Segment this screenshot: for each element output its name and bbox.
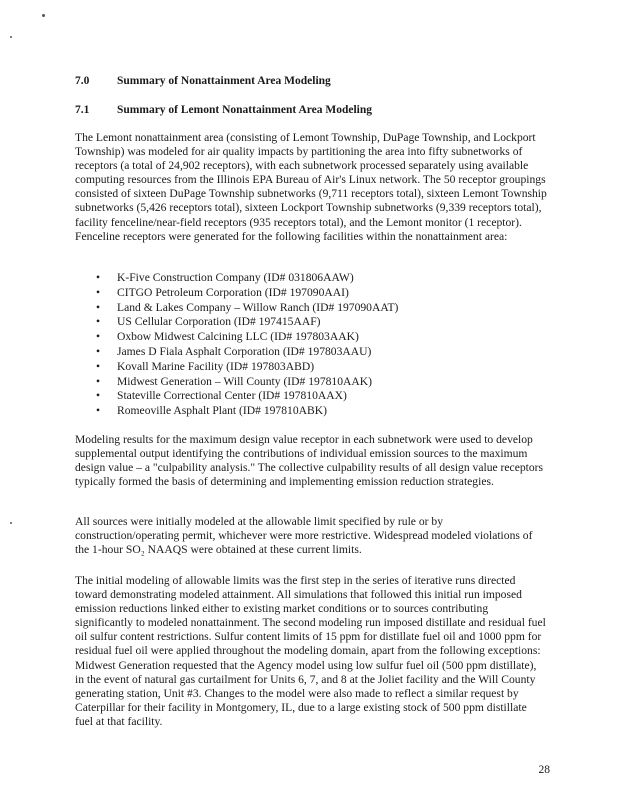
subsection-heading (75, 104, 372, 116)
list-item: • Stateville Correctional Center (ID# 197810AAX) (96, 389, 536, 404)
list-item: • Kovall Marine Facility (ID# 197803ABD) (96, 360, 536, 375)
subsection-title: Summary of Lemont Nonattainment Area Modeling (117, 104, 373, 116)
list-item: • K-Five Construction Company (ID# 031806AAW) (96, 271, 536, 286)
scan-speck (10, 36, 12, 38)
list-item: • James D Fiala Asphalt Corporation (ID# 197803AAU) (96, 345, 536, 360)
list-item: • CITGO Petroleum Corporation (ID# 197090AAI) (96, 286, 536, 301)
page-number: 28 (538, 764, 550, 776)
facility-list (96, 271, 536, 419)
paragraph-iterative-runs: The initial modeling of allowable limits was the first step in the series of iterative runs directed toward demonstrating modeled attainment. All simulations that followed this initial run imposed emission reductions linked either to existing market conditions or to sources contributing significantly to modeled nonattainment. The second modeling run imposed distillate and residual fuel oil sulfur content restrictions. Sulfur content limits of 15 ppm for distillate fuel oil and 1000 ppm for residual fuel oil were applied throughout the modeling domain, apart from the following exceptions: Midwest Generation requested that the Agency model using low sulfur fuel oil (500 ppm distillate), in the event of natural gas curtailment for Units 6, 7, and 8 at the Joliet facility and the Will County generating station, Unit #3. Changes to the model were also made to reflect a similar request by Caterpillar for their facility in Montgomery, IL, due to a large existing stock of 500 ppm distillate fuel at that facility. (75, 574, 546, 728)
scan-speck (42, 14, 45, 17)
list-item: • US Cellular Corporation (ID# 197415AAF) (96, 315, 536, 330)
list-item: • Midwest Generation – Will County (ID# 197810AAK) (96, 375, 536, 390)
section-heading (75, 75, 331, 87)
paragraph-intro: The Lemont nonattainment area (consisting of Lemont Township, DuPage Township, and Lockport Township) was modeled for air quality impacts by partitioning the area into fifty subnetworks of receptors (a total of 24,902 receptors), with each subnetwork processed separately using available computing resources from the Illinois EPA Bureau of Air's Linux network. The 50 receptor groupings consisted of sixteen DuPage Township subnetworks (9,711 receptors total), sixteen Lemont Township subnetworks (5,426 receptors total), sixteen Lockport Township subnetworks (9,339 receptors total), facility fenceline/near-field receptors (935 receptors total), and the Lemont monitor (1 receptor). Fenceline receptors were generated for the following facilities within the nonattainment area: (75, 131, 547, 243)
list-item: • Romeoville Asphalt Plant (ID# 197810ABK) (96, 404, 536, 419)
paragraph-allowable-limits: All sources were initially modeled at the allowable limit specified by rule or by construction/operating permit, whichever were more restrictive. Widespread modeled violations of the 1-hour SO₂ NAAQS were obtained at these current limits. (75, 515, 533, 557)
section-number: 7.0 (75, 75, 90, 87)
paragraph-culpability: Modeling results for the maximum design value receptor in each subnetwork were used to develop supplemental output identifying the contributions of individual emission sources to the maximum design value – a "culpability analysis." The collective culpability results of all design value receptors typically formed the basis of determining and implementing emission reduction strategies. (75, 433, 544, 489)
section-title: Summary of Nonattainment Area Modeling (117, 75, 331, 87)
list-item: • Oxbow Midwest Calcining LLC (ID# 197803AAK) (96, 330, 536, 345)
list-item: • Land & Lakes Company – Willow Ranch (ID# 197090AAT) (96, 301, 536, 316)
scan-speck (10, 522, 12, 524)
subsection-number: 7.1 (75, 104, 90, 116)
